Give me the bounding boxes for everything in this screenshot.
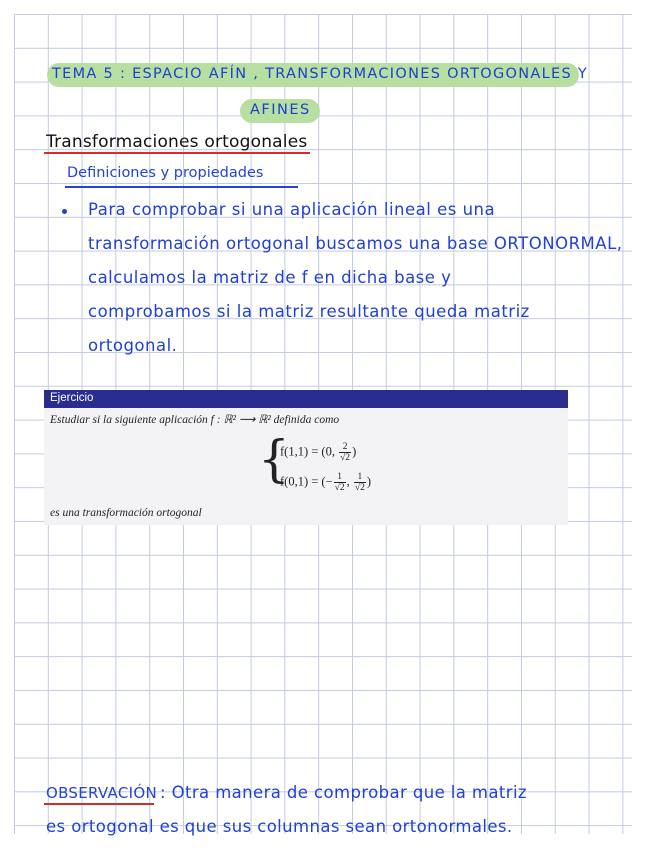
equation-2-close: ): [366, 474, 371, 489]
equation-2-fraction-b: [354, 472, 366, 493]
subsection-heading: Definiciones y propiedades: [67, 165, 264, 181]
equation-2-numerator-b: 1: [354, 472, 366, 483]
exercise-statement: Estudiar si la siguiente aplicación f : ℝ² ⟶ ℝ² definida como: [50, 414, 340, 426]
equation-2-separator: ,: [346, 474, 353, 489]
exercise-header: [44, 390, 568, 408]
page-margin-top: [0, 0, 646, 14]
bullet-line-4: comprobamos si la matriz resultante queda matriz: [88, 302, 530, 321]
equation-1-numerator: 2: [339, 442, 351, 453]
system-brace: {: [258, 430, 290, 488]
equation-2-fraction-a: [334, 472, 346, 493]
bullet-point: [62, 209, 67, 214]
section-heading: Transformaciones ortogonales: [46, 132, 308, 152]
page-title-line1: TEMA 5 : ESPACIO AFÍN , TRANSFORMACIONES ORTOGONALES Y: [52, 66, 589, 82]
section-underline: [44, 152, 310, 154]
bullet-line-2: transformación ortogonal buscamos una base ORTONORMAL,: [88, 234, 623, 253]
equation-2-denominator-b: √2: [354, 483, 365, 493]
exercise-box: [44, 390, 568, 525]
equation-2-lhs: f(0,1) =: [280, 474, 322, 489]
page-margin-right: [632, 0, 646, 848]
equation-1-denominator: √2: [340, 453, 351, 463]
observation-underline: [44, 803, 154, 805]
exercise-header-label: Ejercicio: [50, 392, 94, 404]
equation-2-numerator-a: 1: [334, 472, 346, 483]
observation-text: : Otra manera de comprobar que la matriz: [160, 783, 527, 802]
bullet-line-5: ortogonal.: [88, 336, 178, 355]
page-margin-left: [0, 0, 14, 848]
bullet-line-3: calculamos la matriz de f en dicha base y: [88, 268, 452, 287]
observation-line-2: es ortogonal es que sus columnas sean ortonormales.: [46, 817, 513, 836]
equation-2-open: (−: [321, 474, 333, 489]
observation-label: OBSERVACIÓN: [46, 784, 157, 802]
exercise-footer: es una transformación ortogonal: [50, 507, 202, 519]
subsection-underline: [65, 186, 298, 188]
equation-1-open: (0,: [321, 444, 339, 459]
bullet-line-1: Para comprobar si una aplicación lineal es una: [88, 200, 496, 219]
equation-1: [280, 442, 356, 463]
equation-1-fraction: [339, 442, 351, 463]
equation-2: [280, 472, 371, 493]
equation-1-lhs: f(1,1) =: [280, 444, 322, 459]
equation-2-denominator-a: √2: [334, 483, 345, 493]
page-title-line2: AFINES: [250, 102, 311, 118]
equation-1-close: ): [352, 444, 357, 459]
page-margin-bottom: [0, 834, 646, 848]
